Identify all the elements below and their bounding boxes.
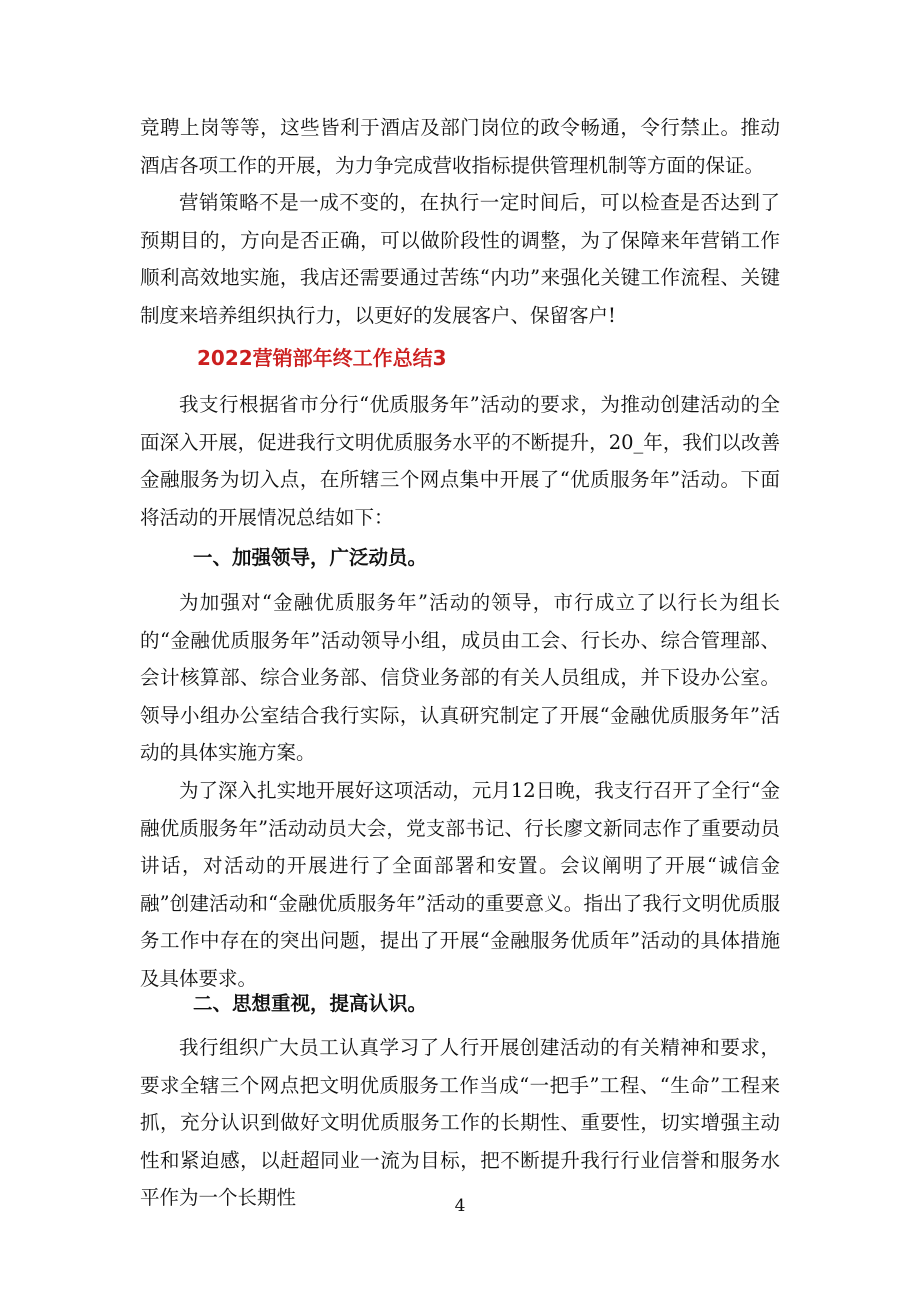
paragraph-awareness: 我行组织广大员工认真学习了人行开展创建活动的有关精神和要求，要求全辖三个网点把文明优质服务工作当成“一把手”工程、“生命”工程来抓，充分认识到做好文明优质服务工作的长期性、重要性，切实增强主动性和紧迫感，以赶超同业一流为目标，把不断提升我行行业信誉和服务水平作为一个长期性 (140, 1036, 780, 1209)
paragraph-mobilization: 为了深入扎实地开展好这项活动，元月12日晚，我支行召开了全行“金融优质服务年”活动动员大会，党支部书记、行长廖文新同志作了重要动员讲话，对活动的开展进行了全面部署和安置。会议阐明了开展“诚信金融”创建活动和“金融优质服务年”活动的重要意义。指出了我行文明优质服务工作中存在的突出问题，提出了开展“金融服务优质年”活动的具体措施及具体要求。 (140, 779, 780, 990)
paragraph-leadership: 为加强对“金融优质服务年”活动的领导，市行成立了以行长为组长的“金融优质服务年”活动领导小组，成员由工会、行长办、综合管理部、会计核算部、综合业务部、信贷业务部的有关人员组成，并下设办公室。领导小组办公室结合我行实际，认真研究制定了开展“金融优质服务年”活动的具体实施方案。 (140, 591, 780, 764)
heading-section-2: 二、思想重视，提高认识。 (193, 992, 428, 1015)
page-number: 4 (454, 1196, 466, 1216)
paragraph-continuation: 竞聘上岗等等，这些皆利于酒店及部门岗位的政令畅通，令行禁止。推动酒店各项工作的开展，为力争完成营收指标提供管理机制等方面的保证。 (140, 116, 780, 177)
section-title-summary-3: 2022营销部年终工作总结3 (197, 346, 447, 370)
heading-section-1: 一、加强领导，广泛动员。 (193, 546, 428, 569)
paragraph-marketing-strategy: 营销策略不是一成不变的，在执行一定时间后，可以检查是否达到了预期目的，方向是否正确，可以做阶段性的调整，为了保障来年营销工作顺利高效地实施，我店还需要通过苦练“内功”来强化关键工作流程、关键制度来培养组织执行力，以更好的发展客户、保留客户! (140, 191, 780, 327)
paragraph-intro: 我支行根据省市分行“优质服务年”活动的要求，为推动创建活动的全面深入开展，促进我行文明优质服务水平的不断提升，20_年，我们以改善金融服务为切入点，在所辖三个网点集中开展了“优质服务年”活动。下面将活动的开展情况总结如下： (140, 393, 780, 529)
